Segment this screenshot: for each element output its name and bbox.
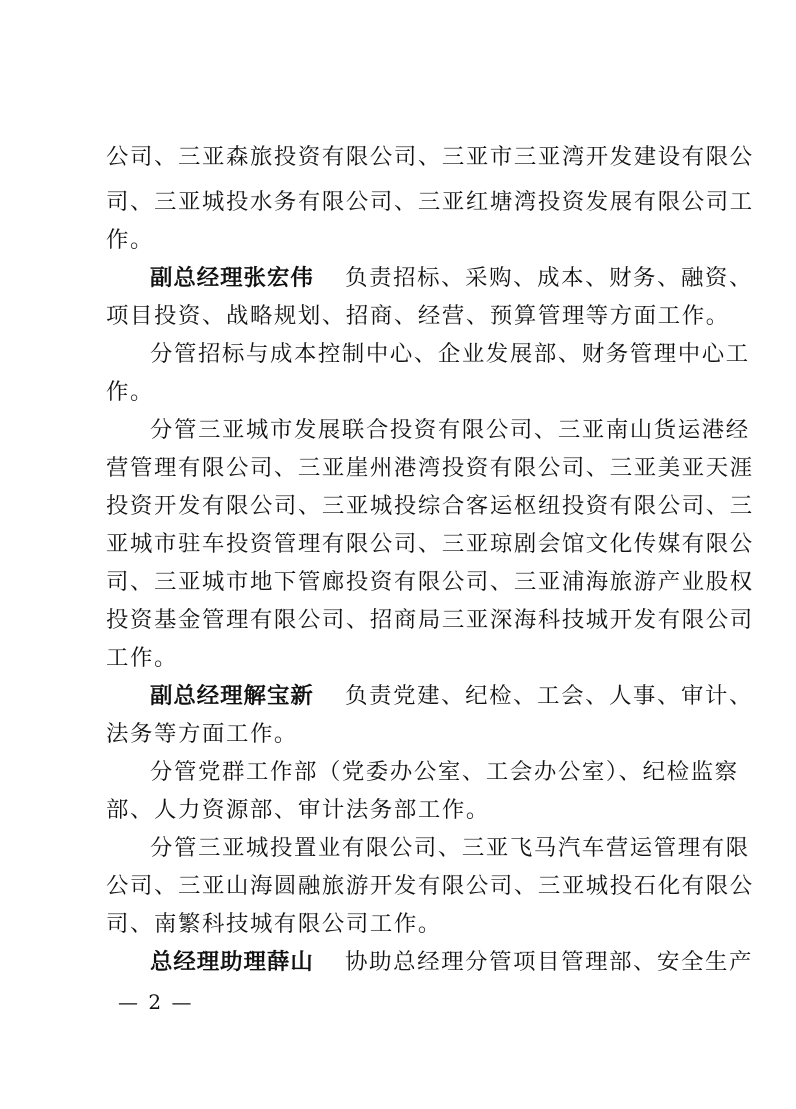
- text-span: 负责党建、纪检、工会、人事、审计、: [345, 683, 754, 709]
- text-line: 投资基金管理有限公司、招商局三亚深海科技城开发有限公司: [106, 607, 754, 633]
- text-line: 公司、三亚森旅投资有限公司、三亚市三亚湾开发建设有限公: [106, 144, 754, 170]
- text-line: 分管三亚城投置业有限公司、三亚飞马汽车营运管理有限: [150, 835, 750, 861]
- heading-zhang: 副总经理张宏伟: [150, 265, 314, 291]
- heading-xie: 副总经理解宝新: [150, 683, 314, 709]
- paragraph-xue: [150, 947, 754, 977]
- text-line: 作。: [106, 227, 154, 253]
- paragraph-xie: [150, 681, 754, 711]
- text-line: 分管招标与成本控制中心、企业发展部、财务管理中心工: [150, 341, 750, 367]
- text-line: 司、三亚城投水务有限公司、三亚红塘湾投资发展有限公司工: [106, 189, 754, 215]
- text-line: 分管三亚城市发展联合投资有限公司、三亚南山货运港经: [150, 417, 750, 443]
- text-line: 法务等方面工作。: [106, 721, 298, 747]
- text-line: 司、三亚城市地下管廊投资有限公司、三亚浦海旅游产业股权: [106, 569, 754, 595]
- text-line: 部、人力资源部、审计法务部工作。: [106, 797, 490, 823]
- text-line: 亚城市驻车投资管理有限公司、三亚琼剧会馆文化传媒有限公: [106, 531, 754, 557]
- paragraph-zhang: [150, 263, 754, 293]
- text-line: 公司、三亚山海圆融旅游开发有限公司、三亚城投石化有限公: [106, 873, 754, 899]
- page-number: — 2 —: [118, 990, 194, 1014]
- text-line: 作。: [106, 379, 154, 405]
- text-line: 项目投资、战略规划、招商、经营、预算管理等方面工作。: [106, 303, 730, 329]
- text-line: 工作。: [106, 645, 178, 671]
- text-line: 分管党群工作部（党委办公室、工会办公室）、纪检监察: [150, 759, 739, 785]
- text-span: 协助总经理分管项目管理部、安全生产: [345, 949, 754, 975]
- text-span: 负责招标、采购、成本、财务、融资、: [345, 265, 754, 291]
- text-line: 司、南繁科技城有限公司工作。: [106, 911, 442, 937]
- text-line: 营管理有限公司、三亚崖州港湾投资有限公司、三亚美亚天涯: [106, 455, 754, 481]
- text-line: 投资开发有限公司、三亚城投综合客运枢纽投资有限公司、三: [106, 493, 754, 519]
- heading-xue: 总经理助理薛山: [150, 949, 314, 975]
